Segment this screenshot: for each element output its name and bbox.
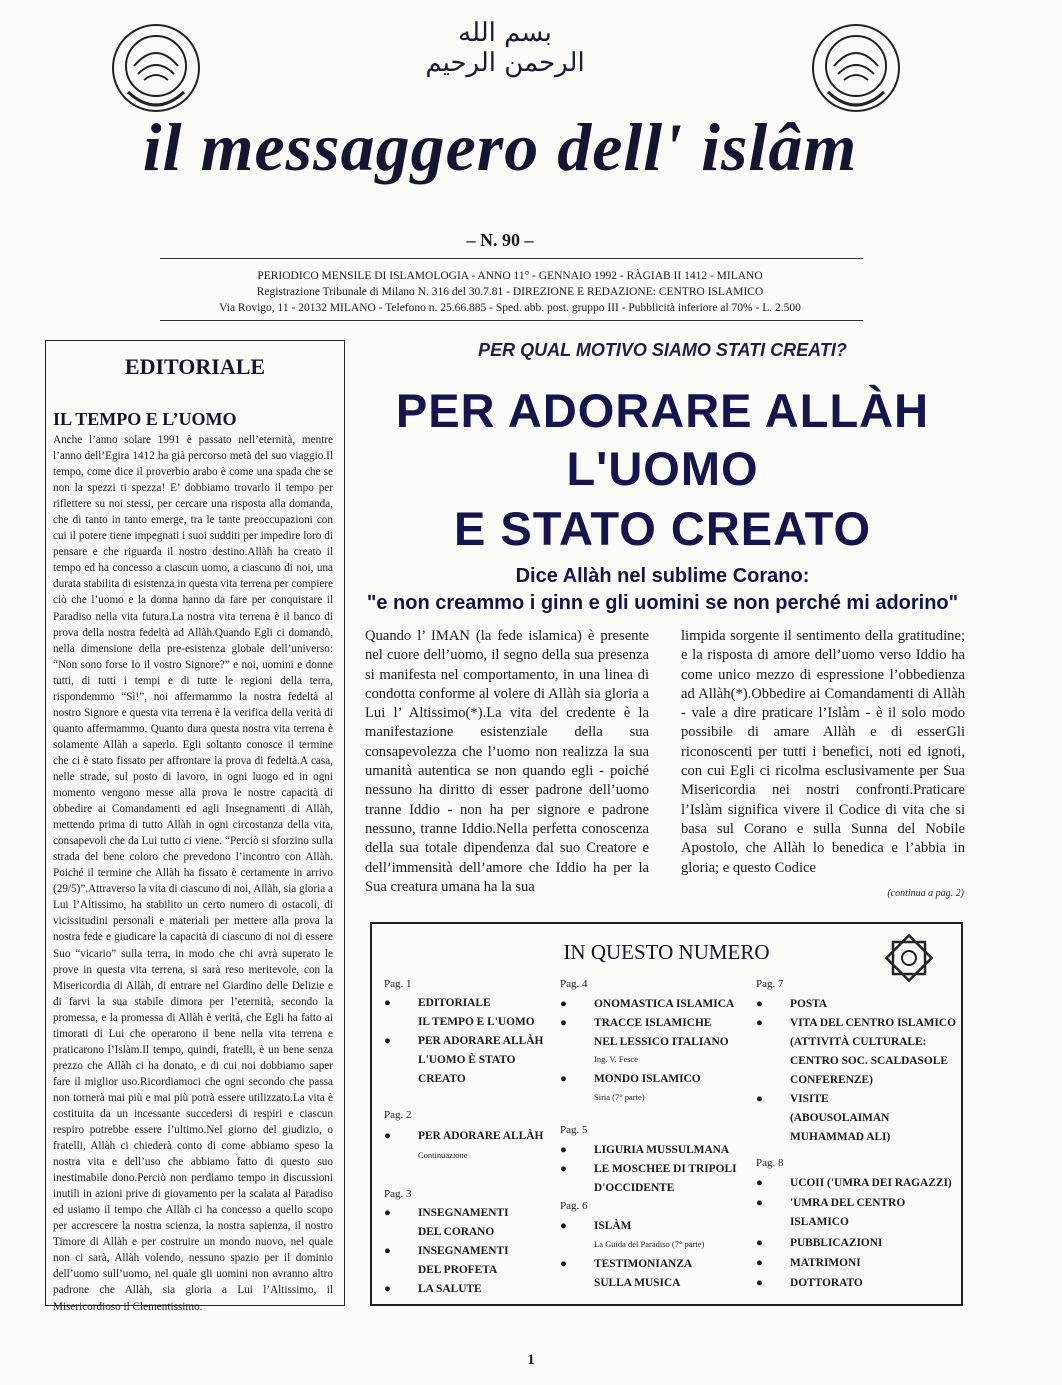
article-column: limpida sorgente il sentimento della gratitudine; e la risposta di amore dell’uomo verso Iddio ha come unico mezzo di espressione l’obbedienza ad Allàh(*).Obbedire ai Comandamenti di Allàh - vale a dire praticare l’Islàm - è il solo modo possibile di amare Allàh e di esserGli riconoscenti per tutti i benefici, noti ed ignoti, con cui Egli ci ricolma esclusivamente per Sua Misericordia nei nostri confronti.Praticare l’Islàm significa vivere il Codice di vita che si basa sul Corano e sulla Sunna del Nobile Apostolo, che Allàh lo benedica e l’abbia in gloria; e questo Codice: [681, 628, 965, 876]
contents-item-line: D'OCCIDENTE: [594, 1182, 675, 1194]
contents-item-line: IL TEMPO E L'UOMO: [418, 1016, 535, 1028]
contents-page-label: Pag. 8: [756, 1157, 784, 1169]
contents-item-line: MUHAMMAD ALI): [790, 1131, 891, 1143]
contents-note: Continuazione: [418, 1150, 468, 1160]
bullet-icon: ●: [756, 1093, 763, 1105]
contents-item[interactable]: ● LA SALUTE: [418, 1280, 482, 1299]
bullet-icon: ●: [560, 998, 567, 1010]
contents-note: Ing. V. Fesce: [594, 1054, 639, 1064]
contents-item-line: (ABOUSOLAIMAN: [790, 1112, 890, 1124]
contents-item[interactable]: ● POSTA: [790, 995, 827, 1014]
contents-item[interactable]: ● VISITE: [790, 1090, 829, 1109]
article-headline: L'UOMO: [566, 442, 759, 495]
article-headline: E STATO CREATO: [453, 502, 871, 555]
editorial-title: IL TEMPO E L’UOMO: [53, 409, 237, 429]
page-number: 1: [527, 1352, 535, 1368]
continued-note: (continua a pag. 2): [887, 888, 964, 899]
bullet-icon: ●: [384, 1130, 391, 1142]
bullet-icon: ●: [560, 1073, 567, 1085]
contents-item[interactable]: ● MATRIMONI: [790, 1254, 861, 1273]
contents-item[interactable]: ● DOTTORATO: [790, 1274, 863, 1293]
bullet-icon: ●: [560, 1144, 567, 1156]
contents-page-label: Pag. 3: [384, 1188, 412, 1200]
contents-item[interactable]: ● LIGURIA MUSSULMANA: [594, 1141, 729, 1160]
contents-item-line: CENTRO SOC. SCALDASOLE: [790, 1055, 948, 1067]
contents-title: IN QUESTO NUMERO: [563, 940, 770, 964]
bullet-icon: ●: [384, 1245, 391, 1257]
contents-item[interactable]: ● PUBBLICAZIONI: [790, 1234, 882, 1253]
bullet-icon: ●: [560, 1163, 567, 1175]
bullet-icon: ●: [384, 1035, 391, 1047]
contents-item[interactable]: ● 'UMRA DEL CENTRO: [790, 1194, 905, 1213]
contents-item[interactable]: ● EDITORIALE: [418, 994, 491, 1013]
contents-item-line: ISLAMICO: [790, 1216, 849, 1228]
contents-item-line: (ATTIVITÀ CULTURALE:: [790, 1036, 927, 1048]
contents-item[interactable]: ● INSEGNAMENTI: [418, 1242, 509, 1261]
bullet-icon: ●: [756, 1237, 763, 1249]
header-rule-top: [160, 258, 863, 259]
contents-item[interactable]: ● PER ADORARE ALLÀH: [418, 1127, 543, 1146]
bullet-icon: ●: [384, 1283, 391, 1295]
bullet-icon: ●: [560, 1220, 567, 1232]
contents-item-line: CREATO: [418, 1073, 466, 1085]
contents-page-label: Pag. 2: [384, 1109, 412, 1121]
contents-page-label: Pag. 1: [384, 978, 412, 990]
editorial-body: Anche l’anno solare 1991 è passato nell’eternità, mentre l’anno dell’Egira 1412 ha già percorso metà del suo viaggio.Il tempo, come dice il proverbio arabo è come una spada che se non la spezzi ti spezza! E’ dobbiamo trovarlo il tempo per riflettere su noi stessi, per cercare una risposta alla domanda, che di tanto in tanto emerge, tra le tante preoccupazioni con cui il potere tiene impegnati i suoi sudditi per impedire loro di pensare e che riguarda il nostro destino.Allàh ha creato il tempo ed ha concesso a ciascun uomo, a ciascuno di noi, una durata stabilita di esistenza in questa vita terrena per compiere ciò che l’uomo e la donna hanno da fare per conquistare il Paradiso nella vita futura.La nostra vita terrena è il banco di prova della nostra fedeltà ad Allàh.Quando Egli ci domandò, nella dimensione della pre-esistenza globale dell’universo: “Non sono forse Io il vostro Signore?” e noi, uomini e donne tutti, di tutti i tempi e di tutte le regioni della terra, rispondemmo “Sì!”, noi affermammo la nostra fedeltà al nostro Signore e questa vita terrena è la verifica della verità di quanto affermammo. Quanto dura questa nostra vita terrena è solamente Allàh a saperlo. Egli soltanto conosce il termine che ci è stato fissato per affrontare la prova di fedeltà.A casa, nelle strade, sul posto di lavoro, in ogni luogo ed in ogni momento vengono messe alla prova le nostre capacità di obbedire ai Comandamenti ed agli Insegnamenti di Allàh, mettendo prima di tutto Allàh in ogni circostanza della vita, consapevoli che da Lui tutto ci viene. “Perciò si sforzino sulla strada del bene coloro che prevedono l’incontro con Allàh. Poiché il termine che Allàh ha fissato è certamente in arrivo (29/5)”.Attraverso la vita di ciascuno di noi, Allàh, sia gloria a Lui l’Altissimo, ha stabilito un certo numero di ostacoli, di vicissitudini personali e materiali per mettere alla prova la nostra fede e giudicare la capacità di ciascuno di noi di essere Suo “vicario” sulla terra, in modo che chi avrà superato le prove in questa vita terrena, si sarà reso meritevole, con la Misericordia di Allàh, di entrare nel Giardino delle Delizie e di farvi la sua stabile dimora per l’eternità, secondo la promessa, e la promessa di Allàh è verità, che Egli ha fatto ai timorati di Lui che operarono il bene nella vita terrena e praticarono l’Islàm.Il tempo, quindi, fratelli, è un bene senza prezzo che Allàh ci ha donato, e di cui noi dobbiamo saper fare il miglior uso.Ricordiamoci che ogni secondo che passa non tornerà mai più e mai più potrà essere utilizzato.La vita è costituita da un incessante succedersi di respiri e ciascun respiro potrebbe essere l’ultimo.Nel giorno del giudizio, o fratelli, Allàh ci chiederà conto di come abbiamo speso la nostra vita e dell’uso che abbiamo fatto di questo suo inestimabile dono.Perciò non perdiamo tempo in discussioni inutili in azioni prive di giovamento per la scalata al Paradiso ed usiamo il tempo che Allàh ci ha concesso a quello scopo per accrescere la nostra scienza, la nostra sapienza, il nostro Timore di Allàh e per costruire un mondo nuovo, nel quale non ci sarà, Allàh volendo, nessuno spazio per il dominio dell’uomo sull’uomo, nel quale gli uomini non avranno altro padrone che Allàh, sia gloria a Lui l’Altissimo, il Misericordioso il Clementissimo.: [53, 434, 333, 1313]
calligraphic-seal-icon-right: [810, 22, 902, 114]
contents-item[interactable]: ● INSEGNAMENTI: [418, 1204, 509, 1223]
header-rule-bottom: [160, 320, 863, 321]
contents-note: Siria (7° parte): [594, 1092, 645, 1102]
issue-number: – N. 90 –: [466, 230, 534, 250]
bullet-icon: ●: [756, 1277, 763, 1289]
contents-item[interactable]: ● TRACCE ISLAMICHE: [594, 1014, 711, 1033]
eight-point-star-icon: [883, 932, 935, 984]
contents-item-line: SULLA MUSICA: [594, 1277, 681, 1289]
article-headline: PER ADORARE ALLÀH: [395, 384, 930, 437]
contents-item-line: DEL PROFETA: [418, 1264, 498, 1276]
contents-item-line: CONFERENZE): [790, 1074, 873, 1086]
contents-item[interactable]: ● VITA DEL CENTRO ISLAMICO: [790, 1014, 956, 1033]
article-kicker: PER QUAL MOTIVO SIAMO STATI CREATI?: [478, 340, 847, 360]
contents-item[interactable]: ● LE MOSCHEE DI TRIPOLI: [594, 1160, 737, 1179]
bullet-icon: ●: [384, 1207, 391, 1219]
bullet-icon: ●: [756, 1197, 763, 1209]
article-deck-quote: "e non creammo i ginn e gli uomini se non perché mi adorino": [366, 592, 959, 614]
article-column: Quando l’ IMAN (la fede islamica) è presente nel cuore dell’uomo, il segno della sua presenza si manifesta nel comportamento, in una linea di condotta conforme al volere di Allàh sia gloria a Lui l’ Altissimo(*).La vita del credente è la manifestazione esistenziale della sua consapevolezza che l’uomo non realizza la sua umanità autentica se non quando egli - poiché nessuno ha diritto di esser padrone dell’uomo tranne Iddio - non ha per signore e padrone nessuno, tranne Iddio.Nella perfetta conoscenza della sua totale dipendenza dal suo Creatore e dell’immensità dell’amore che Iddio ha per la Sua creatura umana ha la sua: [365, 628, 649, 895]
contents-item-line: L'UOMO È STATO: [418, 1054, 516, 1066]
contents-page-label: Pag. 7: [756, 978, 784, 990]
masthead-title: il messaggero dell' islâm: [142, 109, 858, 185]
bullet-icon: ●: [756, 1257, 763, 1269]
contents-page-label: Pag. 4: [560, 978, 588, 990]
bullet-icon: ●: [384, 997, 391, 1009]
header-info-line: Via Rovigo, 11 - 20132 MILANO - Telefono n. 25.66.885 - Sped. abb. post. gruppo III - Pubblicità inferiore al 70% - L. 2.500: [219, 302, 801, 314]
contents-item[interactable]: ● MONDO ISLAMICO: [594, 1070, 701, 1089]
contents-item[interactable]: ● PER ADORARE ALLÀH: [418, 1032, 543, 1051]
article-deck: Dice Allàh nel sublime Corano:: [515, 565, 810, 587]
contents-item[interactable]: ● ISLÀM: [594, 1217, 631, 1236]
contents-item[interactable]: ● UCOII ('UMRA DEI RAGAZZI): [790, 1174, 952, 1193]
contents-page-label: Pag. 6: [560, 1200, 588, 1212]
header-info-line: PERIODICO MENSILE DI ISLAMOLOGIA - ANNO 11° - GENNAIO 1992 - RÀGIAB II 1412 - MILANO: [257, 270, 763, 282]
contents-item[interactable]: ● ONOMASTICA ISLAMICA: [594, 995, 734, 1014]
header-info-line: Registrazione Tribunale di Milano N. 316 del 30.7.81 - DIREZIONE E REDAZIONE: CENTRO ISLAMICO: [256, 286, 764, 298]
bullet-icon: ●: [756, 1177, 763, 1189]
bullet-icon: ●: [756, 1017, 763, 1029]
basmala: بسم الله الرحمن الرحيم: [425, 18, 585, 78]
contents-page-label: Pag. 5: [560, 1124, 588, 1136]
editorial-label: EDITORIALE: [124, 354, 266, 379]
contents-note: La Guida del Paradiso (7° parte): [594, 1239, 705, 1249]
calligraphic-seal-icon-left: [110, 22, 202, 114]
contents-item[interactable]: ● TESTIMONIANZA: [594, 1255, 692, 1274]
bullet-icon: ●: [756, 998, 763, 1010]
contents-item-line: DEL CORANO: [418, 1226, 495, 1238]
bullet-icon: ●: [560, 1017, 567, 1029]
contents-item-line: NEL LESSICO ITALIANO: [594, 1036, 729, 1048]
bullet-icon: ●: [560, 1258, 567, 1270]
